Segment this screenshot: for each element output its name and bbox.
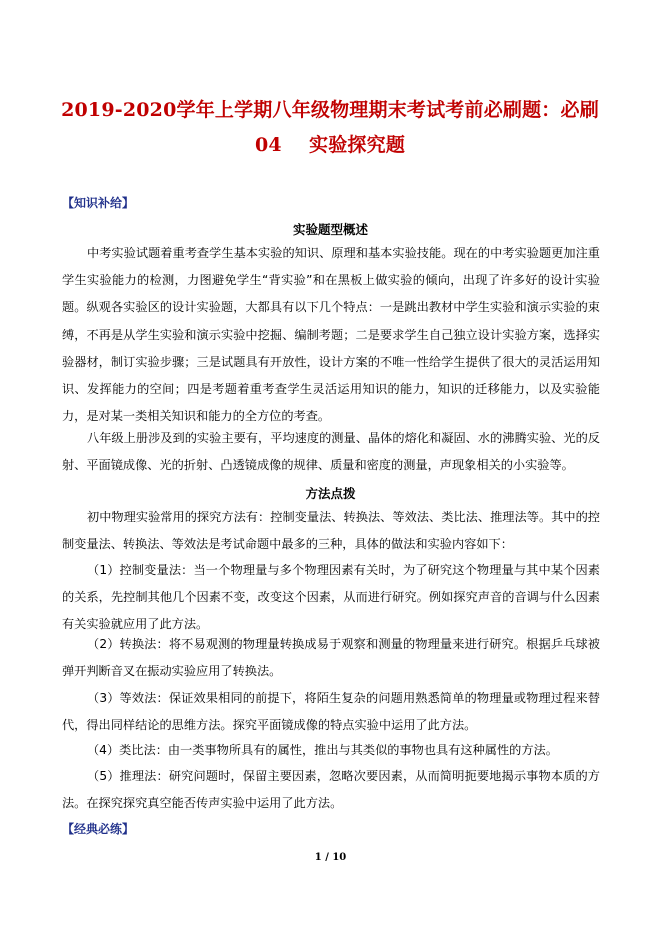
method-item-2: （2）转换法：将不易观测的物理量转换成易于观察和测量的物理量来进行研究。根据乒乓球被弹开判断音叉在振动实验应用了转换法。 (62, 637, 600, 679)
section-tag-practice: 【经典必练】 (62, 822, 135, 836)
section-tag-knowledge: 【知识补给】 (62, 196, 135, 210)
method-item-1: （1）控制变量法：当一个物理量与多个物理因素有关时，为了研究这个物理量与其中某个因素的关系，先控制其他几个因素不变，改变这个因素，从而进行研究。例如探究声音的音调与什么因素有关实验就应用了此方法。 (62, 563, 600, 632)
doc-title-line-2: 04 实验探究题 (254, 134, 406, 156)
doc-title-line-1: 2019-2020学年上学期八年级物理期末考试考前必刷题：必刷 (61, 99, 599, 121)
method-item-4: （4）类比法：由一类事物所具有的属性，推出与其类似的事物也具有这种属性的方法。 (87, 743, 558, 757)
paragraph-overview-2: 八年级上册涉及到的实验主要有，平均速度的测量、晶体的熔化和凝固、水的沸腾实验、光的反射、平面镜成像、光的折射、凸透镜成像的规律、质量和密度的测量，声现象相关的小实验等。 (62, 431, 600, 473)
heading-overview: 实验题型概述 (292, 222, 368, 237)
paragraph-methods-intro: 初中物理实验常用的探究方法有：控制变量法、转换法、等效法、类比法、推理法等。其中的控制变量法、转换法、等效法是考试命题中最多的三种，具体的做法和实验内容如下： (62, 510, 600, 552)
heading-methods: 方法点拨 (305, 486, 356, 501)
page-number: 1 / 10 (314, 852, 347, 863)
method-item-3: （3）等效法：保证效果相同的前提下，将陌生复杂的问题用熟悉简单的物理量或物理过程来替代，得出同样结论的思维方法。探究平面镜成像的特点实验中运用了此方法。 (62, 691, 600, 733)
method-item-5: （5）推理法：研究问题时，保留主要因素，忽略次要因素，从而简明扼要地揭示事物本质的方法。在探究探究真空能否传声实验中运用了此方法。 (62, 769, 600, 811)
paragraph-overview-1: 中考实验试题着重考查学生基本实验的知识、原理和基本实验技能。现在的中考实验题更加注重学生实验能力的检测，力图避免学生“背实验”和在黑板上做实验的倾向，出现了许多好的设计实验题。纵观各实验区的设计实验题，大都具有以下几个特点：一是跳出教材中学生实验和演示实验的束缚，不再是从学生实验和演示实验中挖掘、编制考题；二是要求学生自己独立设计实验方案，选择实验器材，制订实验步骤；三是试题具有开放性，设计方案的不唯一性给学生提供了很大的灵活运用知识、发挥能力的空间；四是考题着重考查学生灵活运用知识的能力，知识的迁移能力，以及实验能力，是对某一类相关知识和能力的全方位的考查。 (62, 246, 600, 424)
